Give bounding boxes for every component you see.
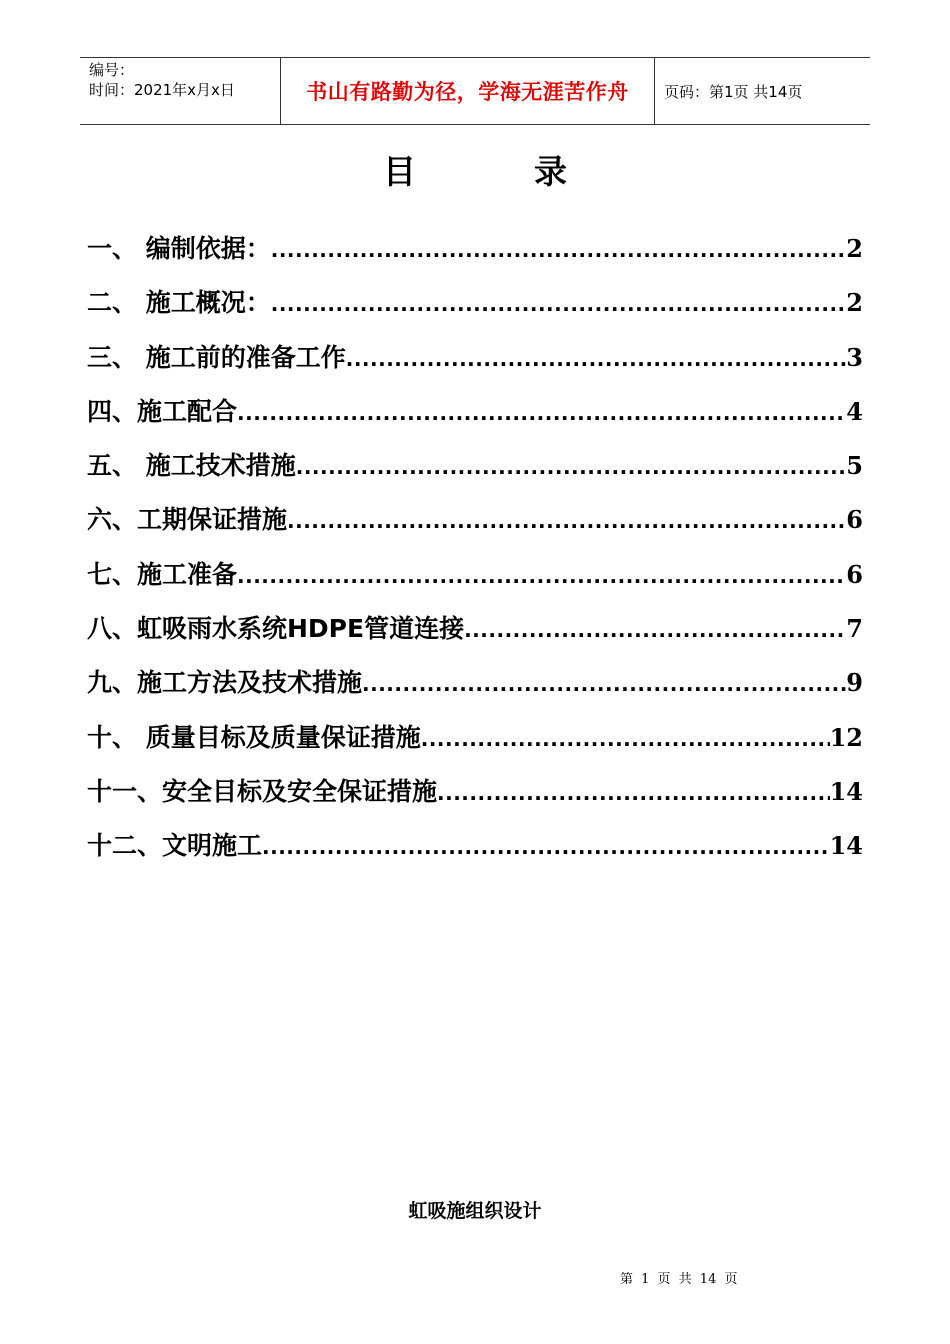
toc-entry[interactable] (87, 555, 863, 609)
motto-text: 书山有路勤为径，学海无涯苦作舟 (306, 80, 629, 104)
header-motto-cell (281, 58, 655, 124)
toc-leader-dots (271, 238, 847, 262)
title-char-1: 目 (383, 152, 416, 191)
document-header (80, 57, 870, 125)
title-char-2: 录 (534, 152, 567, 191)
header-page-info: 页码：第1页 共14页 (664, 82, 803, 101)
toc-leader-dots (437, 781, 830, 805)
toc-entry-label: 八、虹吸雨水系统HDPE管道连接 (87, 614, 465, 644)
toc-entry-label: 四、施工配合 (87, 396, 238, 426)
toc-entry-page: 9 (846, 668, 863, 698)
toc-entry-page: 3 (846, 342, 863, 372)
header-meta-cell (80, 58, 281, 124)
toc-entry-page: 14 (829, 831, 863, 861)
toc-entry[interactable] (87, 338, 863, 392)
toc-entry-label: 一、 编制依据： (87, 234, 271, 263)
toc-entry-label: 十一、安全目标及安全保证措施 (87, 776, 438, 806)
toc-entry-page: 6 (846, 505, 863, 535)
toc-leader-dots (362, 672, 846, 696)
toc-entry-label: 五、 施工技术措施 (87, 451, 296, 481)
toc-entry[interactable] (87, 229, 863, 283)
toc-leader-dots (296, 455, 847, 479)
toc-entry-label: 三、 施工前的准备工作 (87, 342, 346, 372)
toc-leader-dots (346, 347, 847, 371)
toc-entry-label: 九、施工方法及技术措施 (87, 668, 363, 698)
toc-leader-dots (421, 727, 830, 751)
toc-entry-page: 12 (829, 722, 863, 752)
toc-leader-dots (237, 401, 846, 425)
toc-entry-label: 六、工期保证措施 (87, 505, 288, 535)
toc-entry-page: 5 (846, 451, 863, 481)
toc-entry[interactable] (87, 826, 863, 880)
toc-leader-dots (262, 835, 830, 859)
toc-entry-label: 十二、文明施工 (87, 831, 263, 861)
toc-entry-page: 7 (846, 614, 863, 644)
toc-leader-dots (287, 509, 846, 533)
toc-entry[interactable] (87, 446, 863, 500)
toc-entry[interactable] (87, 718, 863, 772)
toc-entry-label: 七、施工准备 (87, 559, 238, 589)
code-label: 编号： (89, 61, 135, 79)
toc-leader-dots (271, 292, 847, 316)
toc-entry[interactable] (87, 609, 863, 663)
toc-entry-page: 2 (846, 234, 863, 263)
toc-entry-page: 6 (846, 559, 863, 589)
page-number-footer: 第 1 页 共 14 页 (620, 1272, 738, 1287)
toc-entry[interactable] (87, 500, 863, 554)
toc-entry[interactable] (87, 663, 863, 717)
time-label: 时间：2021年x月x日 (89, 81, 235, 99)
header-page-cell (655, 58, 870, 124)
toc-entry[interactable] (87, 392, 863, 446)
toc-entry[interactable] (87, 772, 863, 826)
toc-entry-page: 4 (846, 396, 863, 426)
toc-entry-label: 二、 施工概况： (87, 288, 271, 318)
toc-leader-dots (237, 564, 846, 588)
toc-entry-page: 2 (846, 288, 863, 318)
document-name: 虹吸施组织设计 (408, 1200, 542, 1222)
toc-entry[interactable] (87, 283, 863, 337)
toc-leader-dots (464, 618, 846, 642)
table-of-contents (87, 229, 863, 881)
toc-entry-label: 十、 质量目标及质量保证措施 (87, 722, 421, 752)
toc-entry-page: 14 (829, 776, 863, 806)
page-title (0, 146, 950, 196)
